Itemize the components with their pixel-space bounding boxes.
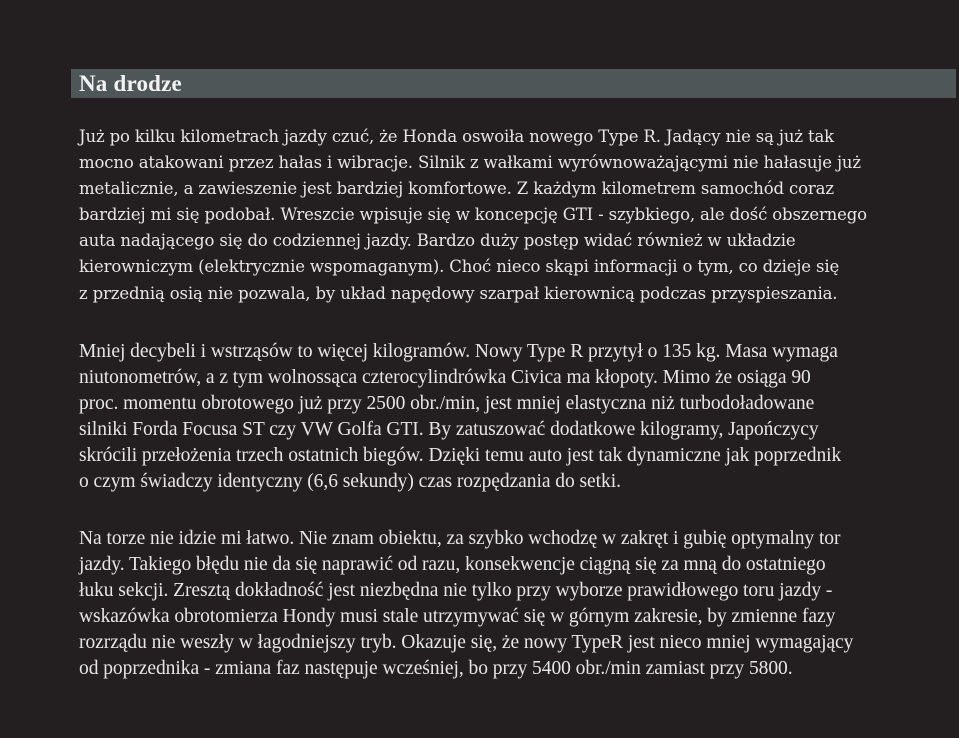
paragraph-handling [79,124,959,307]
text-line: od poprzednika - zmiana faz następuje wcześniej, bo przy 5400 obr./min zamiast przy 5800. [79,658,793,680]
text-line: Na torze nie idzie mi łatwo. Nie znam obiektu, za szybko wchodzę w zakręt i gubię optymalny tor [79,528,841,549]
text-line: mocno atakowani przez hałas i wibracje. Silnik z wałkami wyrównoważającymi nie hałasuje już [79,153,861,173]
text-line: skrócili przełożenia trzech ostatnich biegów. Dzięki temu auto jest tak dynamiczne jak poprzednik [79,445,842,467]
text-line: łuku sekcji. Zresztą dokładność jest niezbędna nie tylko przy wyborze prawidłowego toru jazdy - [79,580,833,602]
text-line: bardziej mi się podobał. Wreszcie wpisuje się w koncepcję GTI - szybkiego, ale dość obszernego [79,205,867,225]
text-line: Mniej decybeli i wstrząsów to więcej kilogramów. Nowy Type R przytył o 135 kg. Masa wymaga [79,341,838,362]
text-line: o czym świadczy identyczny (6,6 sekundy) czas rozpędzania do setki. [79,471,621,493]
text-line: auta nadającego się do codziennej jazdy. Bardzo duży postęp widać również w układzie [79,231,796,251]
article-body [79,124,959,680]
text-line: proc. momentu obrotowego już przy 2500 obr./min, jest mniej elastyczna niż turbodoładowane [79,393,815,415]
section-header-bar [71,69,956,98]
text-line: jazdy. Takiego błędu nie da się naprawić od razu, konsekwencje ciągną się za mną do ostatniego [79,554,826,576]
text-line: silniki Forda Focusa ST czy VW Golfa GTI. By zatuszować dodatkowe kilogramy, Japończycy [79,419,819,441]
paragraph-performance [79,339,841,496]
text-line: wskazówka obrotomierza Hondy musi stale utrzymywać się w górnym zakresie, by zmienne fazy [79,606,836,628]
paragraph-track [79,526,853,683]
text-line: Już po kilku kilometrach jazdy czuć, że Honda oswoiła nowego Type R. Jadący nie są już tak [79,127,835,146]
text-line: niutonometrów, a z tym wolnossąca czterocylindrówka Civica ma kłopoty. Mimo że osiąga 90 [79,367,811,389]
text-line: metalicznie, a zawieszenie jest bardziej komfortowe. Z każdym kilometrem samochód coraz [79,179,834,199]
section-title: Na drodze [79,71,182,96]
text-line: z przednią osią nie pozwala, by układ napędowy szarpał kierownicą podczas przyspieszania. [79,283,838,303]
text-line: kierowniczym (elektrycznie wspomaganym). Choć nieco skąpi informacji o tym, co dzieje się [79,257,840,277]
text-line: rozrządu nie weszły w łagodniejszy tryb. Okazuje się, że nowy TypeR jest nieco mniej wymagający [79,632,854,654]
